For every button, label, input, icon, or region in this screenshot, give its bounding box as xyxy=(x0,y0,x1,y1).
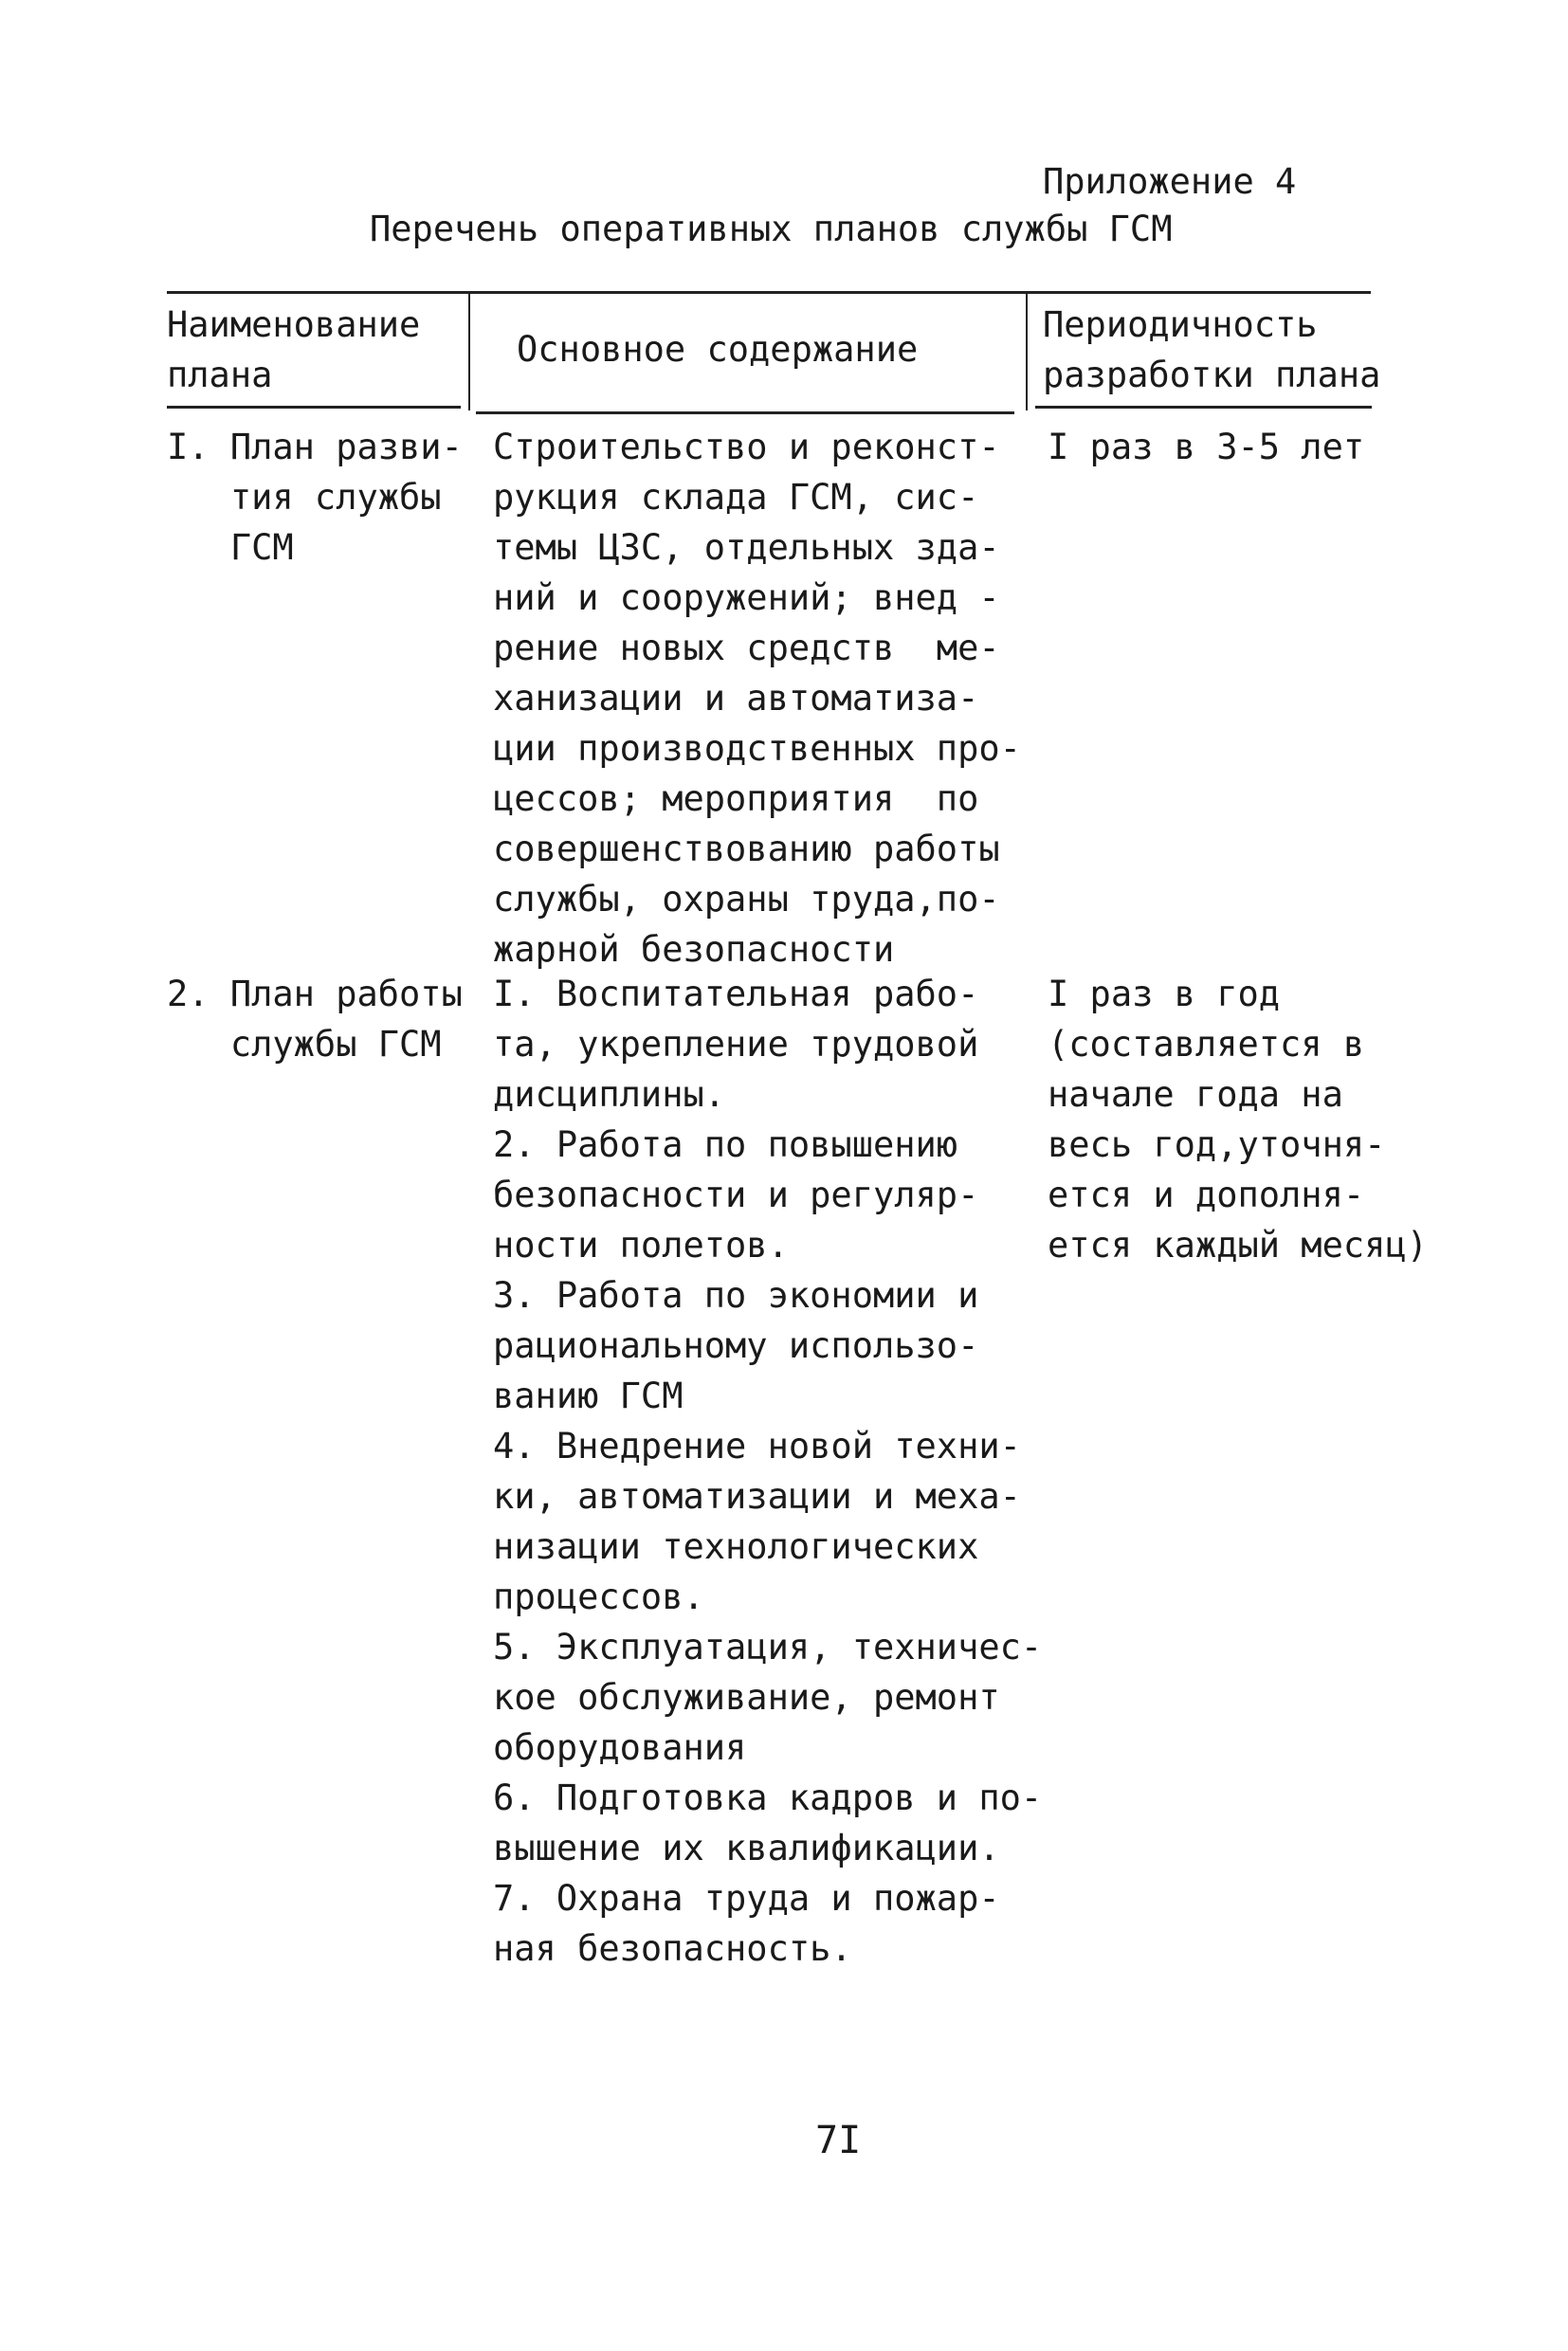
header-content xyxy=(517,324,918,374)
row-content-line: оборудования xyxy=(493,1727,747,1768)
document-title: Перечень оперативных планов службы ГСМ xyxy=(370,209,1173,249)
row-content-line: I. Воспитательная рабо- xyxy=(493,974,979,1014)
row-content-line: 2. Работа по повышению xyxy=(493,1124,958,1165)
row-content-line: безопасности и регуляр- xyxy=(493,1175,979,1215)
row-content-line: цессов; мероприятия по xyxy=(493,778,979,819)
row-name-line: службы ГСМ xyxy=(167,1024,442,1065)
table-top-rule xyxy=(167,291,1371,294)
row-period-line: начале года на xyxy=(1048,1074,1343,1115)
row-content-line: ний и сооружений; внед - xyxy=(493,577,1000,618)
row-content-line: ханизации и автоматиза- xyxy=(493,678,979,719)
row-content-line: жарной безопасности xyxy=(493,929,895,970)
table-row-1-name xyxy=(167,422,463,573)
row-content-line: рение новых средств ме- xyxy=(493,628,1000,668)
header-period xyxy=(1043,300,1380,400)
row-name-line: I. План разви- xyxy=(167,427,463,467)
row-content-line: рациональному использо- xyxy=(493,1325,979,1366)
appendix-label: Приложение 4 xyxy=(1043,161,1297,202)
row-content-line: совершенствованию работы xyxy=(493,829,1000,869)
row-name-line: 2. План работы xyxy=(167,974,463,1014)
row-content-line: 6. Подготовка кадров и по- xyxy=(493,1777,1043,1818)
row-period-line: весь год,уточня- xyxy=(1048,1124,1386,1165)
row-content-line: темы ЦЗС, отдельных зда- xyxy=(493,527,1000,568)
row-period-line: I раз в год xyxy=(1048,974,1281,1014)
row-content-line: процессов. xyxy=(493,1576,704,1617)
row-content-line: 4. Внедрение новой техни- xyxy=(493,1426,1021,1467)
row-content-line: рукция склада ГСМ, сис- xyxy=(493,477,979,518)
row-content-line: ции производственных про- xyxy=(493,728,1021,769)
header-bottom-rule xyxy=(476,411,1014,414)
table-row-1-period xyxy=(1048,422,1364,472)
row-content-line: низации технологических xyxy=(493,1526,979,1567)
row-content-line: ванию ГСМ xyxy=(493,1376,684,1416)
header-bottom-rule xyxy=(1035,406,1372,409)
row-name-line: ГСМ xyxy=(167,527,294,568)
row-content-line: ки, автоматизации и меха- xyxy=(493,1476,1021,1517)
table-row-2-period xyxy=(1048,969,1428,1270)
row-content-line: вышение их квалификации. xyxy=(493,1828,1000,1868)
row-period-line: (составляется в xyxy=(1048,1024,1365,1065)
row-name-line: тия службы xyxy=(167,477,442,518)
row-content-line: Строительство и реконст- xyxy=(493,427,1000,467)
table-row-2-content xyxy=(493,969,1042,1974)
header-divider-2 xyxy=(1026,293,1028,410)
header-content-line: Основное содержание xyxy=(517,329,919,370)
row-content-line: та, укрепление трудовой xyxy=(493,1024,979,1065)
row-period-line: I раз в 3-5 лет xyxy=(1048,427,1365,467)
row-content-line: 3. Работа по экономии и xyxy=(493,1275,979,1316)
row-content-line: 5. Эксплуатация, техничес- xyxy=(493,1627,1043,1668)
row-content-line: ная безопасность. xyxy=(493,1928,852,1969)
row-content-line: ности полетов. xyxy=(493,1225,789,1266)
row-period-line: ется каждый месяц) xyxy=(1048,1225,1428,1266)
header-name-line: Наименование xyxy=(167,304,421,345)
header-divider-1 xyxy=(468,293,470,410)
table-row-1-content xyxy=(493,422,1021,975)
header-bottom-rule xyxy=(167,406,461,409)
header-period-line: разработки плана xyxy=(1043,355,1381,395)
header-name-line: плана xyxy=(167,355,273,395)
row-period-line: ется и дополня- xyxy=(1048,1175,1365,1215)
row-content-line: дисциплины. xyxy=(493,1074,726,1115)
header-name xyxy=(167,300,420,400)
page-number: 7I xyxy=(815,2119,862,2162)
row-content-line: 7. Охрана труда и пожар- xyxy=(493,1878,1000,1919)
row-content-line: кое обслуживание, ремонт xyxy=(493,1677,1000,1718)
table-row-2-name xyxy=(167,969,463,1069)
row-content-line: службы, охраны труда,по- xyxy=(493,879,1000,920)
header-period-line: Периодичность xyxy=(1043,304,1318,345)
